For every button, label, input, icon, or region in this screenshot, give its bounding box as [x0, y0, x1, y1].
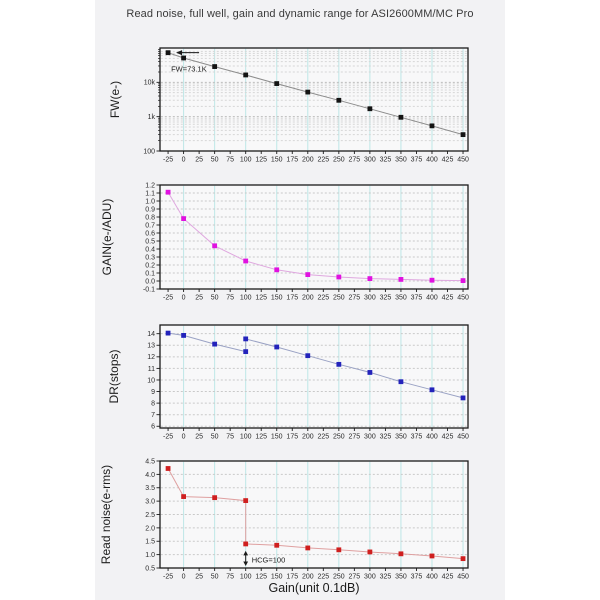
x-tick-label: 0 [181, 573, 186, 581]
x-tick-labels [163, 434, 469, 441]
y-tick-label: 8 [151, 400, 155, 408]
y-tick-label: 11 [147, 365, 155, 373]
data-point [367, 550, 372, 555]
y-tick-label: 4.5 [145, 458, 155, 466]
y-tick-labels [143, 182, 155, 293]
y-tick-label: 100 [143, 148, 155, 156]
x-tick-label: 100 [239, 294, 252, 302]
x-tick-label: 275 [348, 156, 361, 164]
data-point [305, 353, 310, 358]
x-tick-label: 325 [379, 156, 392, 164]
x-tick-label: 300 [364, 294, 376, 302]
x-tick-label: 375 [410, 433, 423, 441]
x-tick-label: 150 [270, 573, 283, 581]
x-tick-label: 150 [270, 156, 283, 164]
x-tick-label: 0 [181, 294, 186, 302]
y-axis-title-dr: DR(stops) [107, 349, 121, 404]
y-tick-label: 10 [147, 377, 155, 385]
data-point [367, 276, 372, 281]
x-tick-label: 250 [332, 573, 345, 581]
x-tick-label: 200 [301, 573, 314, 581]
y-tick-label: 1.0 [145, 198, 155, 206]
x-tick-label: 100 [239, 156, 252, 164]
x-tick-label: 100 [239, 573, 252, 581]
x-tick-label: 250 [332, 433, 345, 441]
y-tick-label: 0.7 [145, 222, 155, 230]
chart-canvas [95, 0, 505, 600]
y-tick-label: 0.0 [145, 278, 155, 286]
y-tick-label: 0.3 [145, 254, 155, 262]
x-tick-label: 425 [441, 294, 454, 302]
x-tick-label: 125 [255, 156, 268, 164]
x-tick-label: 25 [195, 294, 204, 302]
y-tick-label: 0.9 [145, 206, 155, 214]
data-point [243, 336, 248, 341]
y-tick-label: 1.1 [145, 190, 155, 198]
x-tick-label: 50 [210, 294, 219, 302]
x-tick-label: 425 [441, 573, 454, 581]
data-point [336, 362, 341, 367]
data-point [461, 132, 466, 137]
x-tick-label: -25 [163, 433, 174, 441]
x-tick-label: 225 [317, 573, 330, 581]
data-point [461, 556, 466, 561]
data-point [305, 546, 310, 551]
x-axis-title: Gain(unit 0.1dB) [268, 581, 360, 595]
fw-chart [108, 48, 469, 164]
x-tick-label: 375 [410, 156, 423, 164]
data-point [212, 243, 217, 248]
y-axis-title-fw: FW(e-) [108, 80, 122, 119]
hcg-annotation-text: HCG=100 [251, 555, 286, 565]
data-point [166, 331, 171, 336]
data-point [212, 495, 217, 500]
x-tick-label: 375 [410, 294, 423, 302]
x-tick-label: 175 [286, 156, 299, 164]
data-point [181, 333, 186, 338]
data-point [243, 498, 248, 503]
y-tick-labels [143, 80, 155, 156]
x-tick-label: 450 [457, 573, 469, 581]
x-tick-label: 25 [195, 433, 204, 441]
y-tick-label: 0.4 [145, 246, 155, 254]
data-point [336, 547, 341, 552]
y-tick-label: 6 [151, 423, 155, 431]
x-tick-label: 25 [195, 573, 204, 581]
x-tick-label: 450 [457, 433, 469, 441]
fw-annotation-text: FW=73.1K [171, 64, 207, 74]
data-point [243, 542, 248, 547]
dr-chart [107, 325, 469, 441]
plot-area [160, 325, 468, 428]
x-tick-label: 75 [226, 433, 235, 441]
data-point [430, 123, 435, 128]
x-tick-label: 150 [270, 294, 283, 302]
y-tick-label: 1.2 [145, 182, 155, 190]
data-point [243, 259, 248, 264]
x-tick-label: 75 [226, 156, 235, 164]
x-tick-label: 125 [255, 433, 268, 441]
data-point [212, 342, 217, 347]
x-tick-label: 125 [255, 573, 268, 581]
x-tick-label: 75 [226, 573, 235, 581]
y-tick-label: 13 [147, 342, 155, 350]
x-tick-label: -25 [163, 294, 174, 302]
read_noise-chart [99, 458, 469, 580]
gain-chart [100, 182, 469, 301]
x-tick-label: 400 [426, 294, 438, 302]
x-tick-label: 425 [441, 156, 454, 164]
x-tick-label: 125 [255, 294, 268, 302]
x-tick-label: 275 [348, 573, 361, 581]
y-tick-label: 0.5 [145, 565, 155, 573]
data-point [399, 115, 404, 120]
x-tick-label: 200 [301, 294, 314, 302]
y-tick-label: 10k [143, 79, 155, 87]
x-tick-label: 350 [395, 573, 407, 581]
x-tick-labels [163, 295, 469, 302]
x-tick-label: -25 [163, 156, 174, 164]
y-tick-label: 0.8 [145, 214, 155, 222]
x-tick-labels [163, 574, 469, 581]
data-point [181, 494, 186, 499]
y-tick-label: 1.5 [145, 538, 155, 546]
data-point [399, 277, 404, 282]
data-point [243, 349, 248, 354]
x-tick-label: 450 [457, 156, 469, 164]
y-tick-label: 4.0 [145, 471, 155, 479]
y-tick-label: 7 [151, 412, 155, 420]
x-tick-label: 300 [364, 433, 376, 441]
x-tick-label: 225 [317, 156, 330, 164]
data-point [399, 379, 404, 384]
x-tick-label: 300 [364, 573, 376, 581]
x-tick-label: 275 [348, 433, 361, 441]
x-tick-label: 175 [286, 294, 299, 302]
x-tick-label: 350 [395, 156, 407, 164]
y-tick-label: 2.5 [145, 511, 155, 519]
data-point [305, 272, 310, 277]
x-tick-label: 50 [210, 573, 219, 581]
x-tick-label: 350 [395, 433, 407, 441]
x-tick-label: 325 [379, 433, 392, 441]
x-tick-label: 400 [426, 156, 438, 164]
x-tick-label: 250 [332, 294, 345, 302]
x-tick-label: 400 [426, 433, 438, 441]
x-tick-label: 325 [379, 294, 392, 302]
x-tick-label: 425 [441, 433, 454, 441]
x-tick-label: 0 [181, 156, 186, 164]
y-tick-label: 3.5 [145, 485, 155, 493]
data-point [367, 370, 372, 375]
y-tick-label: 2.0 [145, 525, 155, 533]
data-point [336, 98, 341, 103]
y-tick-label: 1k [147, 114, 155, 122]
x-tick-label: 75 [226, 294, 235, 302]
x-tick-label: 25 [195, 156, 204, 164]
x-tick-label: 50 [210, 433, 219, 441]
y-axis-title-gain: GAIN(e-/ADU) [100, 198, 114, 276]
data-point [305, 90, 310, 95]
x-tick-label: 275 [348, 294, 361, 302]
y-tick-label: 1.0 [145, 552, 155, 560]
x-tick-label: 100 [239, 433, 252, 441]
x-tick-label: 200 [301, 433, 314, 441]
data-point [166, 50, 171, 55]
charts-svg [95, 0, 505, 600]
data-point [274, 345, 279, 350]
y-tick-label: 0.2 [145, 262, 155, 270]
x-tick-label: 400 [426, 573, 438, 581]
x-tick-label: 300 [364, 156, 376, 164]
x-tick-labels [163, 157, 469, 164]
y-tick-label: -0.1 [142, 286, 155, 294]
y-tick-labels [147, 331, 155, 431]
x-tick-label: 200 [301, 156, 314, 164]
plot-area [160, 48, 468, 151]
data-point [336, 275, 341, 280]
data-point [430, 554, 435, 559]
x-tick-label: 150 [270, 433, 283, 441]
y-tick-label: 3.0 [145, 498, 155, 506]
x-tick-label: 250 [332, 156, 345, 164]
data-point [461, 396, 466, 401]
data-point [243, 73, 248, 78]
x-tick-label: -25 [163, 573, 174, 581]
x-tick-label: 0 [181, 433, 186, 441]
y-tick-label: 12 [147, 354, 155, 362]
x-tick-label: 175 [286, 433, 299, 441]
x-tick-label: 225 [317, 294, 330, 302]
chart-title: Read noise, full well, gain and dynamic range for ASI2600MM/MC Pro [126, 8, 474, 20]
x-tick-label: 375 [410, 573, 423, 581]
data-point [181, 216, 186, 221]
data-point [212, 64, 217, 69]
y-tick-labels [145, 458, 155, 572]
data-point [430, 387, 435, 392]
y-tick-label: 0.6 [145, 230, 155, 238]
x-tick-label: 450 [457, 294, 469, 302]
data-point [461, 278, 466, 283]
x-tick-label: 175 [286, 573, 299, 581]
x-tick-label: 325 [379, 573, 392, 581]
x-tick-label: 350 [395, 294, 407, 302]
data-point [430, 278, 435, 283]
data-point [274, 267, 279, 272]
data-point [274, 81, 279, 86]
y-tick-label: 0.1 [145, 270, 155, 278]
data-point [166, 466, 171, 471]
y-axis-title-read_noise: Read noise(e-rms) [99, 464, 113, 565]
data-point [367, 106, 372, 111]
y-tick-label: 14 [147, 331, 155, 339]
x-tick-label: 50 [210, 156, 219, 164]
data-point [399, 551, 404, 556]
data-point [166, 190, 171, 195]
data-point [181, 56, 186, 61]
y-tick-label: 0.5 [145, 238, 155, 246]
x-tick-label: 225 [317, 433, 330, 441]
y-tick-label: 9 [151, 388, 155, 396]
data-point [274, 543, 279, 548]
